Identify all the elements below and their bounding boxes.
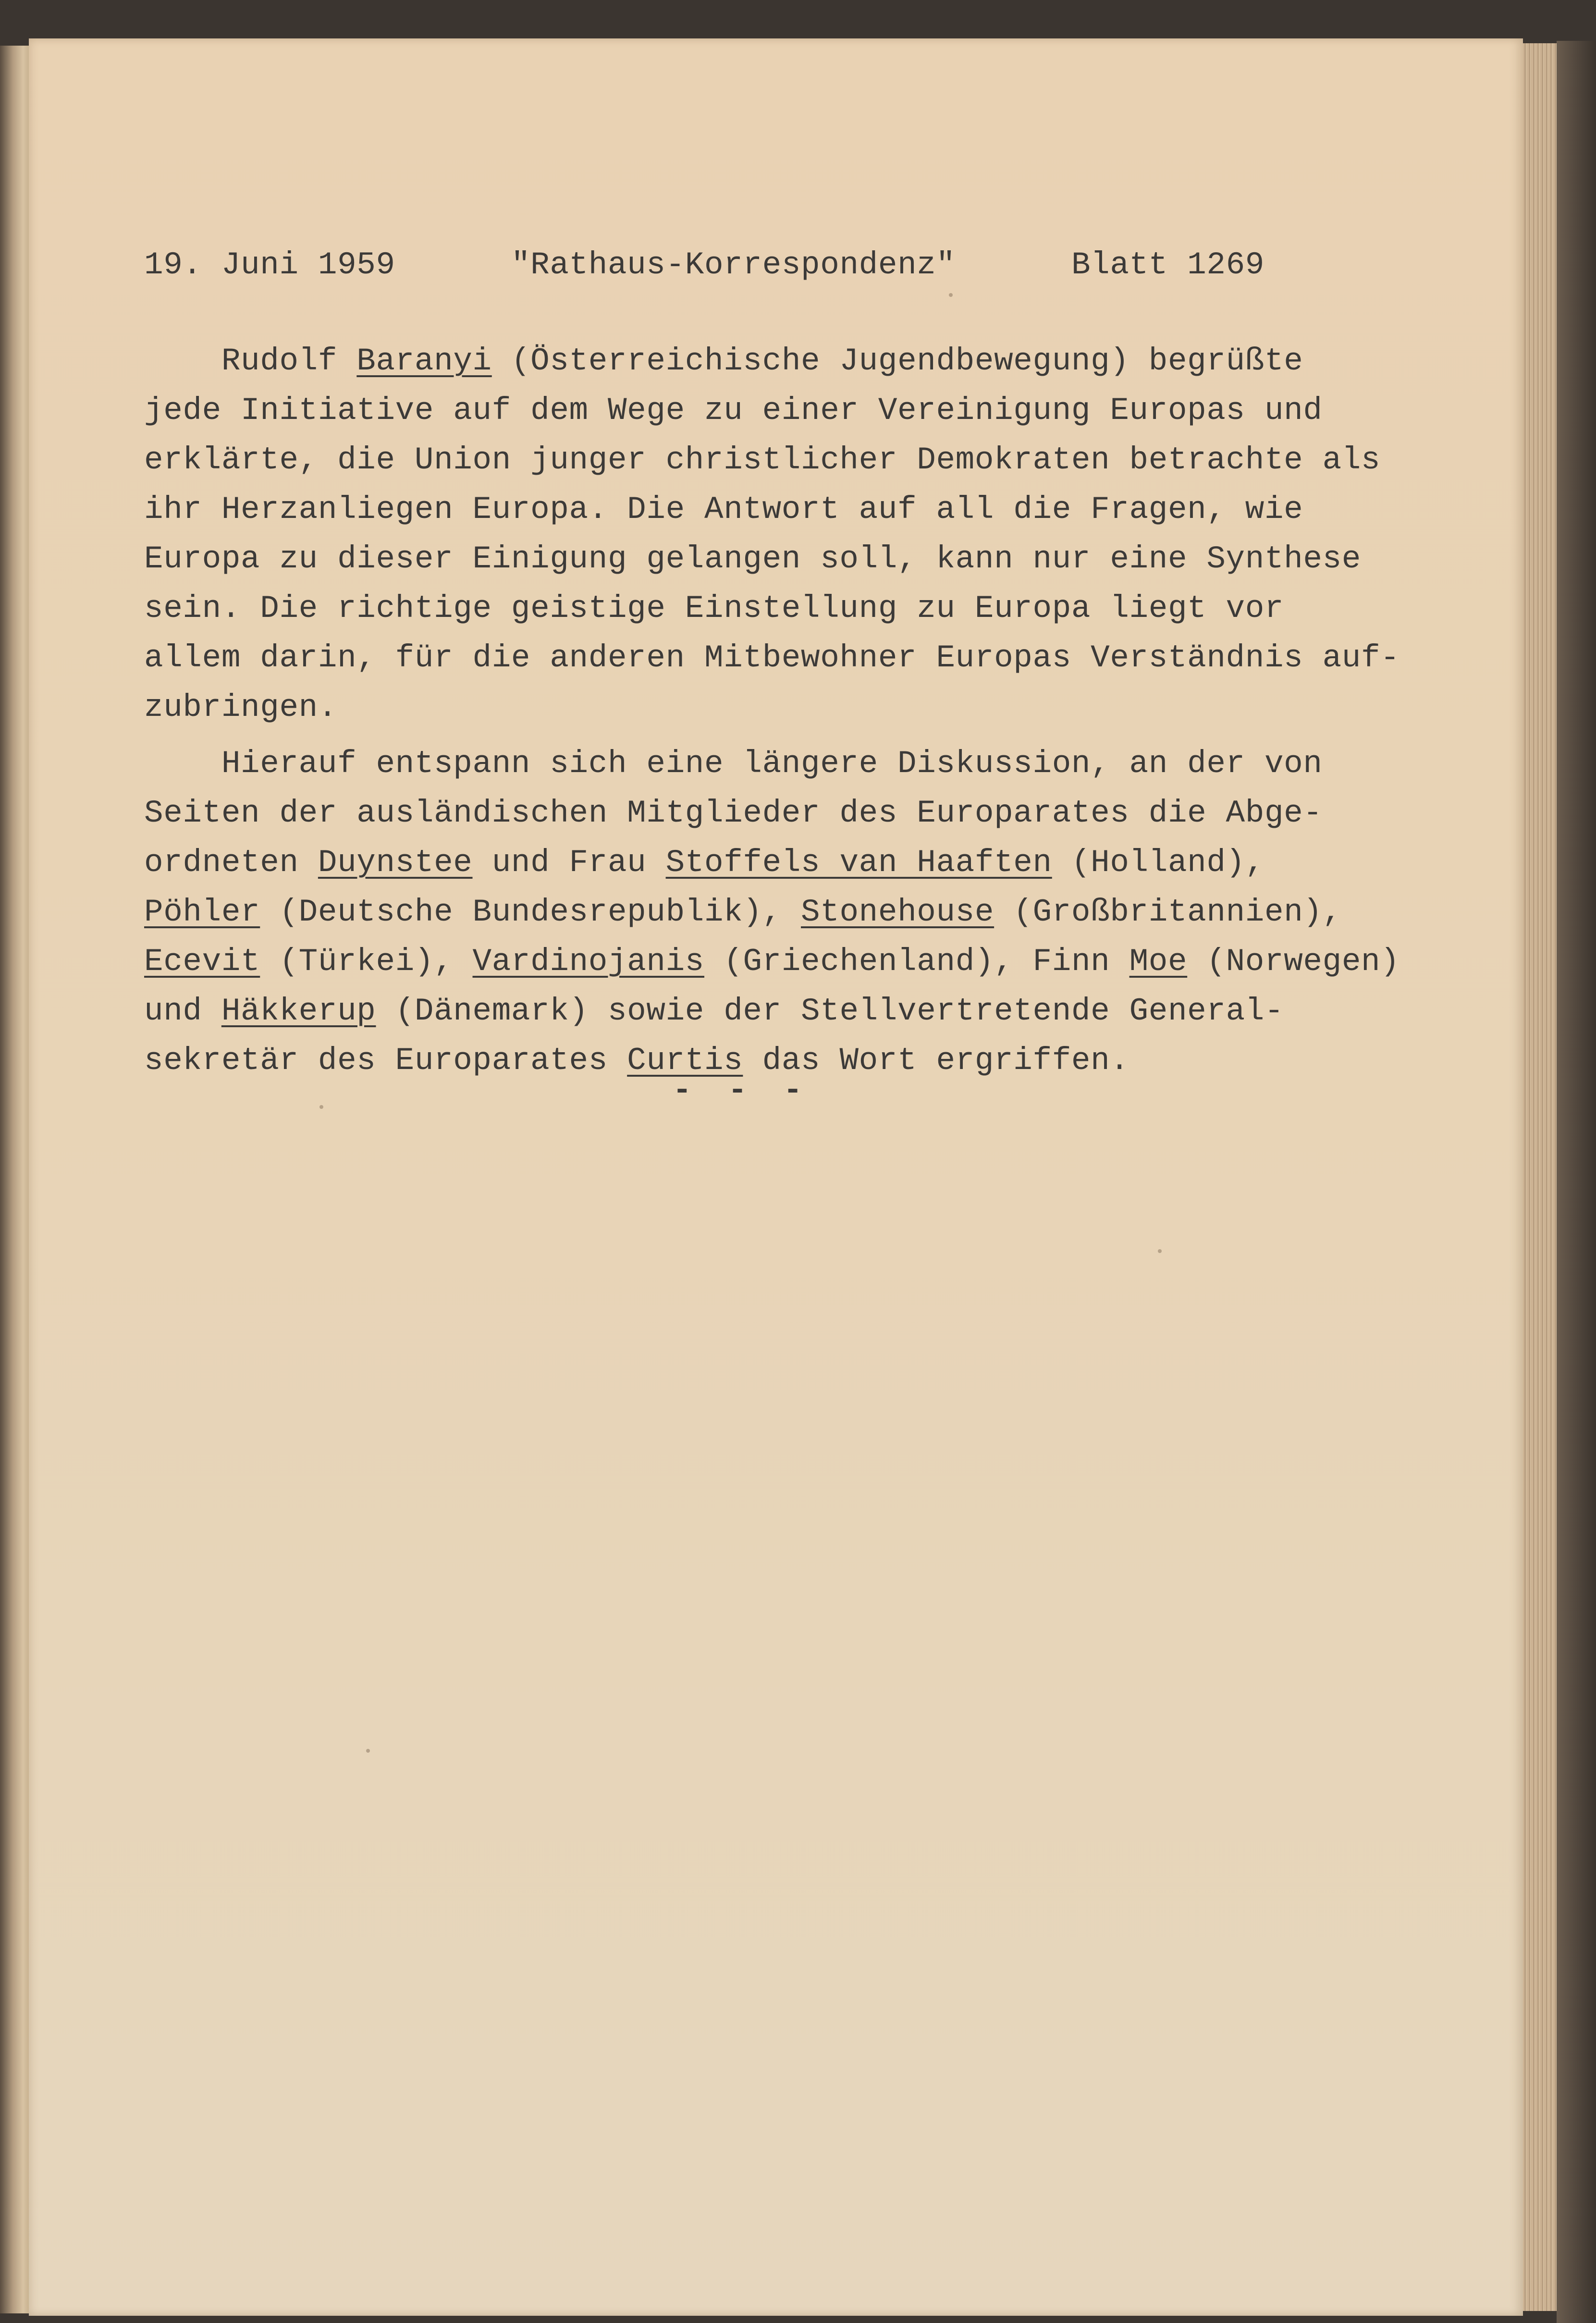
text-line: und Häkkerup (Dänemark) sowie der Stellvertretende General- — [144, 993, 1284, 1029]
book-cover-edge — [1557, 41, 1596, 2323]
underlined-name: Curtis — [627, 1043, 743, 1079]
text-line: jede Initiative auf dem Wege zu einer Vereinigung Europas und — [144, 393, 1323, 429]
text-line: allem darin, für die anderen Mitbewohner Europas Verständnis auf- — [144, 640, 1400, 676]
header-date: 19. Juni 1959 — [144, 247, 395, 283]
underlined-name: Häkkerup — [221, 993, 376, 1029]
underlined-name: Pöhler — [144, 894, 260, 930]
page-header — [144, 240, 1265, 290]
text-line: Seiten der ausländischen Mitglieder des Europarates die Abge- — [144, 795, 1323, 831]
text-line: zubringen. — [144, 689, 338, 725]
underlined-name: Moe — [1129, 944, 1188, 980]
paper-speck — [1158, 1249, 1162, 1253]
text-line: Rudolf Baranyi (Österreichische Jugendbewegung) begrüßte — [144, 343, 1303, 379]
header-sheet-number: Blatt 1269 — [1071, 247, 1265, 283]
header-publication: "Rathaus-Korrespondenz" — [511, 247, 956, 283]
underlined-name: Baranyi — [356, 343, 492, 379]
underlined-name: Stoffels van Haaften — [665, 845, 1052, 881]
page-edges — [1523, 43, 1557, 2311]
end-mark: - - - — [673, 1072, 811, 1108]
text-line: Ecevit (Türkei), Vardinojanis (Griechenland), Finn Moe (Norwegen) — [144, 944, 1400, 980]
text-line: sekretär des Europarates Curtis das Wort ergriffen. — [144, 1043, 1129, 1079]
underlined-name: Stonehouse — [801, 894, 994, 930]
text-line: Europa zu dieser Einigung gelangen soll, kann nur eine Synthese — [144, 541, 1362, 577]
book-binding-left — [0, 46, 29, 2313]
paragraph-discussion — [144, 739, 1400, 1085]
text-line: ordneten Duynstee und Frau Stoffels van Haaften (Holland), — [144, 845, 1265, 881]
underlined-name: Duynstee — [318, 845, 473, 881]
text-line: erklärte, die Union junger christlicher Demokraten betrachte als — [144, 442, 1381, 478]
paper-speck — [366, 1749, 370, 1753]
text-line: sein. Die richtige geistige Einstellung zu Europa liegt vor — [144, 590, 1284, 627]
underlined-name: Ecevit — [144, 944, 260, 980]
text-line: Hierauf entspann sich eine längere Diskussion, an der von — [144, 746, 1323, 782]
paragraph-baranyi — [144, 336, 1400, 732]
paper-speck — [319, 1105, 323, 1109]
text-line: Pöhler (Deutsche Bundesrepublik), Stonehouse (Großbritannien), — [144, 894, 1342, 930]
underlined-name: Vardinojanis — [472, 944, 705, 980]
text-line: ihr Herzanliegen Europa. Die Antwort auf all die Fragen, wie — [144, 492, 1303, 528]
paper-speck — [949, 293, 953, 297]
